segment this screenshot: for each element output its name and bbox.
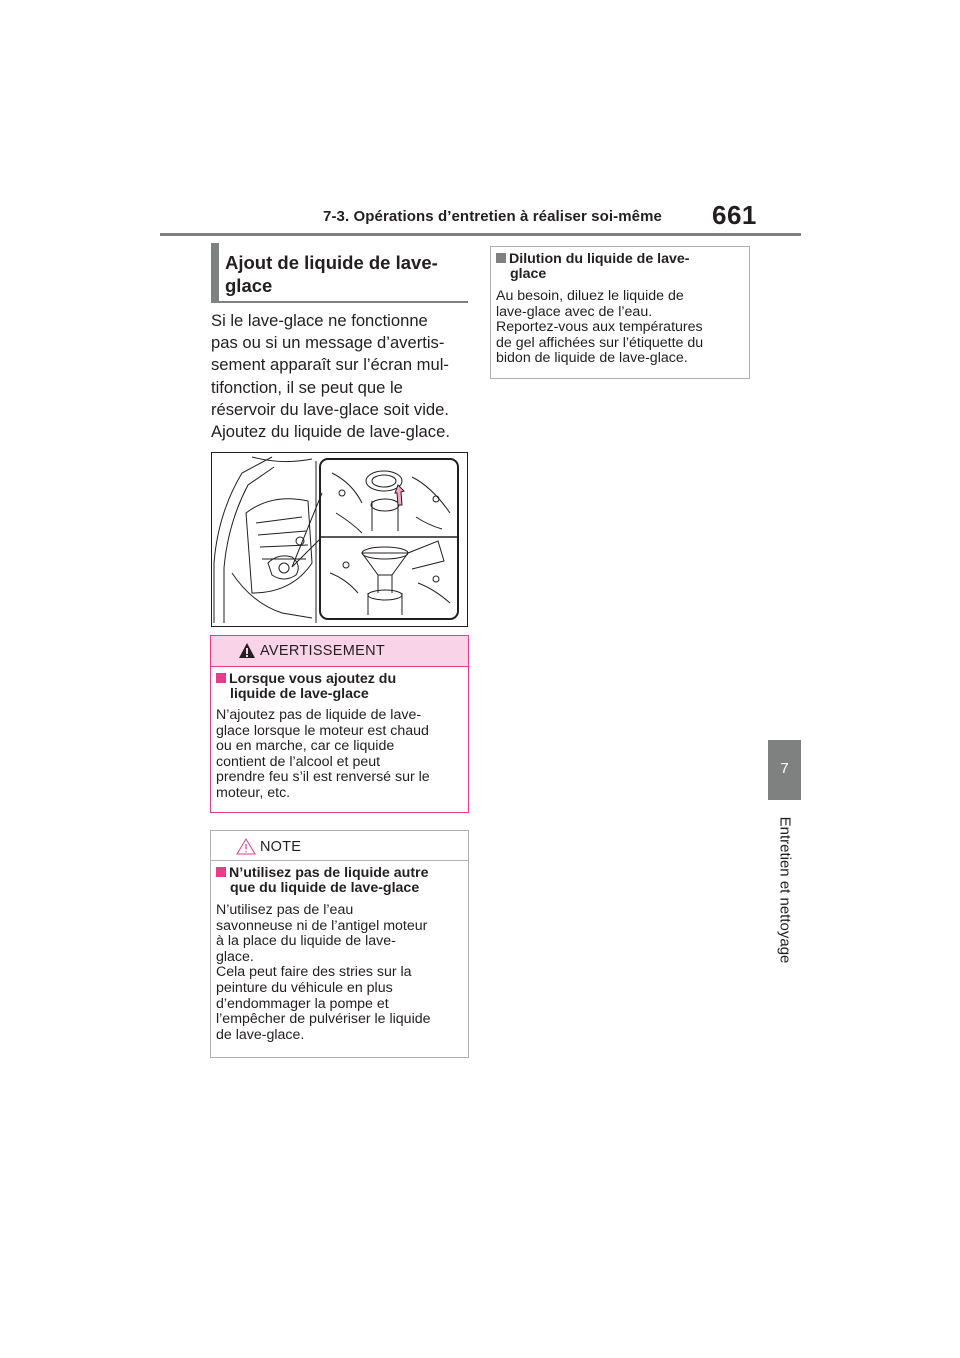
note-body: N’utilisez pas de l’eau savonneuse ni de l’antigel moteur à la place du liquide de lave- glace. Cela peut faire des stries sur la peinture du véhicule en plus d’endommager la pompe et l’empêcher de pulvériser le liquide de lave-glace.	[216, 902, 431, 1043]
warning-subheading-line2: liquide de lave-glace	[230, 686, 369, 702]
engine-bay-drawing	[212, 453, 467, 626]
intro-paragraph	[211, 310, 468, 443]
section-heading	[211, 243, 468, 303]
section-title: 7-3. Opérations d’entretien à réaliser soi-même	[323, 208, 662, 225]
heading-text: Ajout de liquide de lave-glace	[225, 252, 438, 296]
intro-line: Ajoutez du liquide de lave-glace.	[211, 422, 450, 442]
warning-box	[210, 635, 469, 813]
note-box	[210, 830, 469, 1058]
dilution-subheading-line2: glace	[510, 266, 547, 282]
intro-line: tifonction, il se peut que le	[211, 377, 403, 397]
intro-line: sement apparaît sur l’écran mul-	[211, 355, 449, 375]
warning-subheading-line1: Lorsque vous ajoutez du	[229, 671, 397, 687]
square-bullet-icon	[216, 867, 226, 877]
intro-line: Si le lave-glace ne fonctionne	[211, 311, 428, 330]
note-subheading-line2: que du liquide de lave-glace	[230, 880, 420, 896]
heading-accent-bar	[211, 243, 219, 301]
dilution-body: Au besoin, diluez le liquide de lave-glace avec de l’eau. Reportez-vous aux températures de gel affichées sur l’étiquette du bidon de liquide de lave-glace.	[496, 288, 704, 367]
warning-header	[211, 636, 468, 667]
chapter-label: Entretien et nettoyage	[776, 816, 793, 964]
warning-triangle-icon	[238, 642, 256, 659]
washer-reservoir-illustration	[211, 452, 468, 627]
chapter-label-container	[768, 800, 801, 980]
square-bullet-icon	[216, 673, 226, 683]
dilution-subheading	[496, 252, 690, 282]
warning-title: AVERTISSEMENT	[260, 643, 386, 659]
note-header	[211, 831, 468, 861]
chapter-number: 7	[780, 760, 789, 777]
page-number: 661	[712, 200, 757, 230]
caution-triangle-icon	[236, 838, 256, 855]
heading-underline	[211, 301, 468, 303]
intro-line: pas ou si un message d’avertis-	[211, 333, 445, 353]
dilution-box	[490, 246, 750, 379]
header-divider	[160, 233, 801, 236]
intro-line: réservoir du lave-glace soit vide.	[211, 399, 449, 419]
note-subheading	[216, 866, 428, 896]
warning-subheading	[216, 672, 396, 702]
note-subheading-line1: N’utilisez pas de liquide autre	[229, 865, 429, 881]
note-title: NOTE	[260, 839, 302, 855]
dilution-subheading-line1: Dilution du liquide de lave-	[509, 251, 690, 267]
warning-body: N’ajoutez pas de liquide de lave- glace lorsque le moteur est chaud ou en marche, car ce liquide contient de l’alcool et peut prendre feu s’il est renversé sur le moteur, etc.	[216, 707, 430, 801]
square-bullet-icon	[496, 253, 506, 263]
chapter-tab[interactable]	[768, 740, 801, 800]
